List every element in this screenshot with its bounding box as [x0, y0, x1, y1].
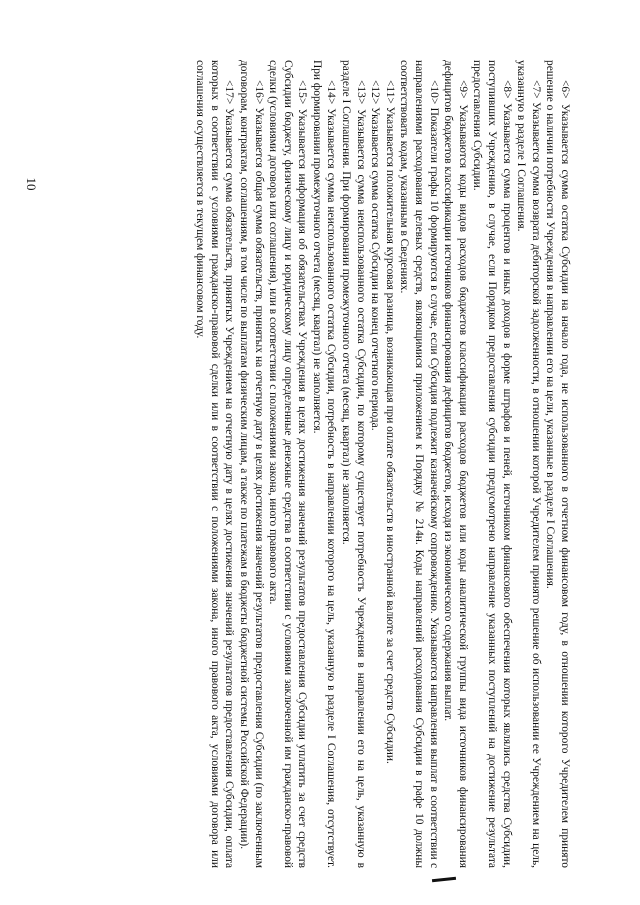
footnote-12: <12> Указывается сумма остатка Субсидии на конец отчетного периода.	[369, 80, 382, 431]
footnote-16: <16> Указывается общая сумма обязательств, принятых на отчетную дату в целях достижения значений результатов предоставления Субсидии (по заключенным договорам, контрактам, соглашениям, в том числе по выплатам физическим лицам, а также по платежам в бюджеты бюджетной системы Российской Федерации).	[237, 60, 265, 868]
footnote-11: <11> Указывается положительная курсовая разница, возникающая при оплате обязательств в иностранной валюте за счет средств Субсидии.	[383, 80, 396, 764]
footnote-9: <9> Указываются коды видов расходов бюджетов классификации расходов бюджетов или коды аналитической группы вида источников финансирования дефицитов бюджетов классификации источников финансирования дефицитов бюджетов, исходя из экономического содержания выплат.	[442, 60, 469, 868]
page-number: 10	[24, 177, 39, 191]
footnotes-block	[66, 60, 572, 868]
footnote-13: <13> Указывается сумма неиспользованного остатка Субсидии, по которому существует потребность Учреждения в направлении его на цель, указанную в разделе I Соглашения. При формировании промежуточного отчета (месяц, квартал) не заполняется.	[340, 60, 367, 868]
footnote-15: <15> Указывается информация об обязательствах Учреждения в целях достижения значений результатов предоставления Субсидии уплатить за счет средств Субсидии бюджету, физическому лицу и юридическому лицу определенные денежные средства в соответствии с условиями заключенной им гражданско-правовой сделки (условиями договора или соглашения), или в соответствии с положениями закона, иного правового акта.	[267, 60, 309, 868]
footnote-7: <7> Указывается сумма возврата дебиторской задолженности, в отношении которой Учредителем принято решение об использовании ее Учреждением на цель, указанную в разделе I Соглашения.	[515, 60, 542, 868]
scan-mark	[432, 877, 456, 882]
footnote-14: <14> Указывается сумма неиспользованного остатка Субсидии, потребность в направлении которого на цель, указанную в разделе I Соглашения, отсутствует. При формировании промежуточного отчета (месяц, квартал) не заполняется.	[310, 60, 338, 868]
footnote-10: <10> Показатели графы 10 формируются в случае, если Субсидия подлежит казначейскому сопровождению. Указываются направления выплат в соответствии с направлениями расходования целевых средств, являющимися приложением к Порядку № 214н. Коды направлений расходования Субсидии в графе 10 должны соответствовать кодам, указанным в Сведениях.	[398, 60, 440, 868]
footnote-6: <6> Указывается сумма остатка Субсидии на начало года, не использованного в отчетном финансовом году, в отношении которого Учредителем принято решение о наличии потребности Учреждения в направлении его на цели, указанные в разделе I Соглашения.	[544, 60, 571, 868]
footnote-8: <8> Указывается сумма процентов и иных доходов в форме штрафов и пеней, источником финансового обеспечения которых являлись средства Субсидии, поступивших Учреждению, в случае, если Порядком предоставления субсидии предусмотрено направление указанных поступлений на достижение результата предоставления Субсидии.	[471, 60, 513, 868]
footnote-17: <17> Указывается сумма обязательств, принятых Учреждением на отчетную дату в целях достижения значений результатов предоставления Субсидии, оплата которых в соответствии с условиями гражданско-правовой сделки или в соответствии с положениями закона, иного правового акта, условиями договора или соглашения осуществляется в текущем финансовом году.	[194, 60, 236, 868]
